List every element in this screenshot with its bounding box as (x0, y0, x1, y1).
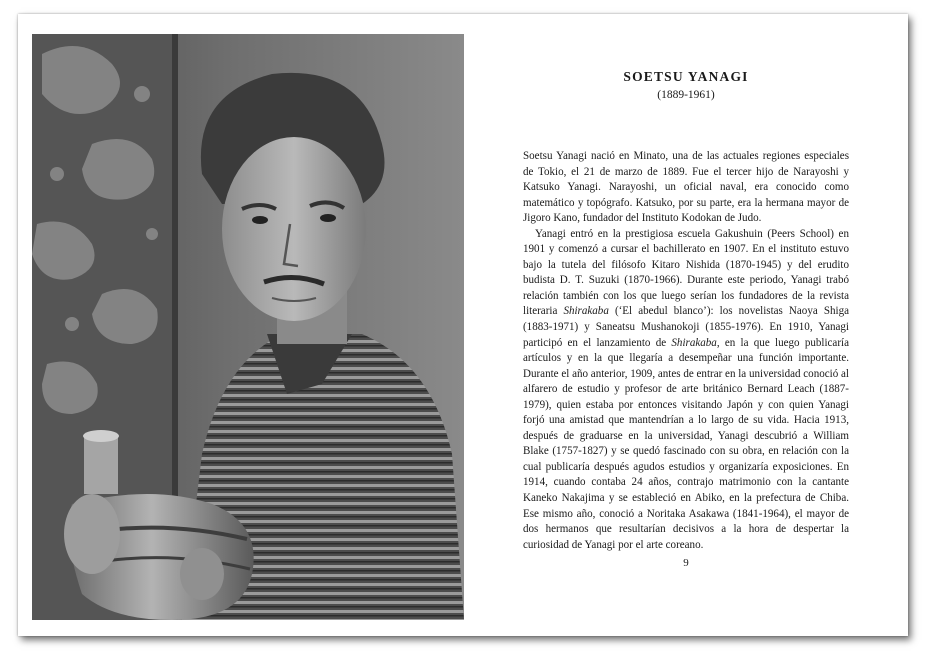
body-text (523, 149, 849, 553)
text-run: Yanagi entró en la prestigiosa escuela Gakushuin (Peers School) en 1901 y comenzó a cursar el bachillerato en 1907. En el instituto estuvo bajo la tutela del filósofo Kitaro Nishida (1870-1945) y del erudito budista D. T. Suzuki (1870-1966). Durante este periodo, Yanagi trabó relación también con los que luego serían los fundadores de la revista literaria (523, 227, 849, 318)
chapter-title: SOETSU YANAGI (623, 69, 749, 84)
text-run: (‘El abedul blanco’): los novelistas Naoya Shiga (1883-1971) y Saneatsu Mushanokoji (1855-1976). En 1910, Yanagi participó en el lanzamiento de (523, 305, 849, 349)
portrait-illustration (32, 34, 464, 620)
text-run: , en la que luego publicaría artículos y en la que llegaría a desempeñar una función importante. Durante el año anterior, 1909, antes de entrar en la universidad conoció al alfarero de estudio y profesor de arte británico Bernard Leach (1887-1979), quien estaba por entonces visitando Japón y con quien Yanagi forjó una amistad que mantendrían a lo largo de su vida. Hacia 1913, después de graduarse en la universidad, Yanagi descubrió a William Blake (1757-1827) y se quedó fascinado con su obra, en relación con la cual publicaría después agudos estudios y organizaría exposiciones. En 1914, cuando contaba 24 años, contrajo matrimonio con la cantante Kaneko Nakajima y se estableció en Abiko, en la prefectura de Chiba. Ese mismo año, conoció a Noritaka Asakawa (1841-1964), el mayor de dos hermanos que resultarían decisivos a la hora de despertar la curiosidad de Yanagi por el arte coreano. (523, 336, 849, 551)
italic-title: Shirakaba (671, 336, 717, 349)
italic-title: Shirakaba (563, 305, 609, 318)
life-dates: (1889-1961) (657, 89, 715, 101)
book-spread (18, 14, 908, 636)
paragraph (523, 227, 849, 553)
paragraph (523, 149, 849, 227)
page-number: 9 (683, 557, 689, 569)
text-run: Soetsu Yanagi nació en Minato, una de las actuales regiones especiales de Tokio, el 21 de marzo de 1889. Fue el tercer hijo de Narayoshi y Katsuko Yanagi. Narayoshi, un oficial naval, era conocido como matemático y topógrafo. Katsuko, por su parte, era la hermana mayor de Jigoro Kano, fundador del Instituto Kodokan de Judo. (523, 150, 849, 225)
text-page (523, 69, 849, 553)
portrait-photo (32, 34, 464, 620)
